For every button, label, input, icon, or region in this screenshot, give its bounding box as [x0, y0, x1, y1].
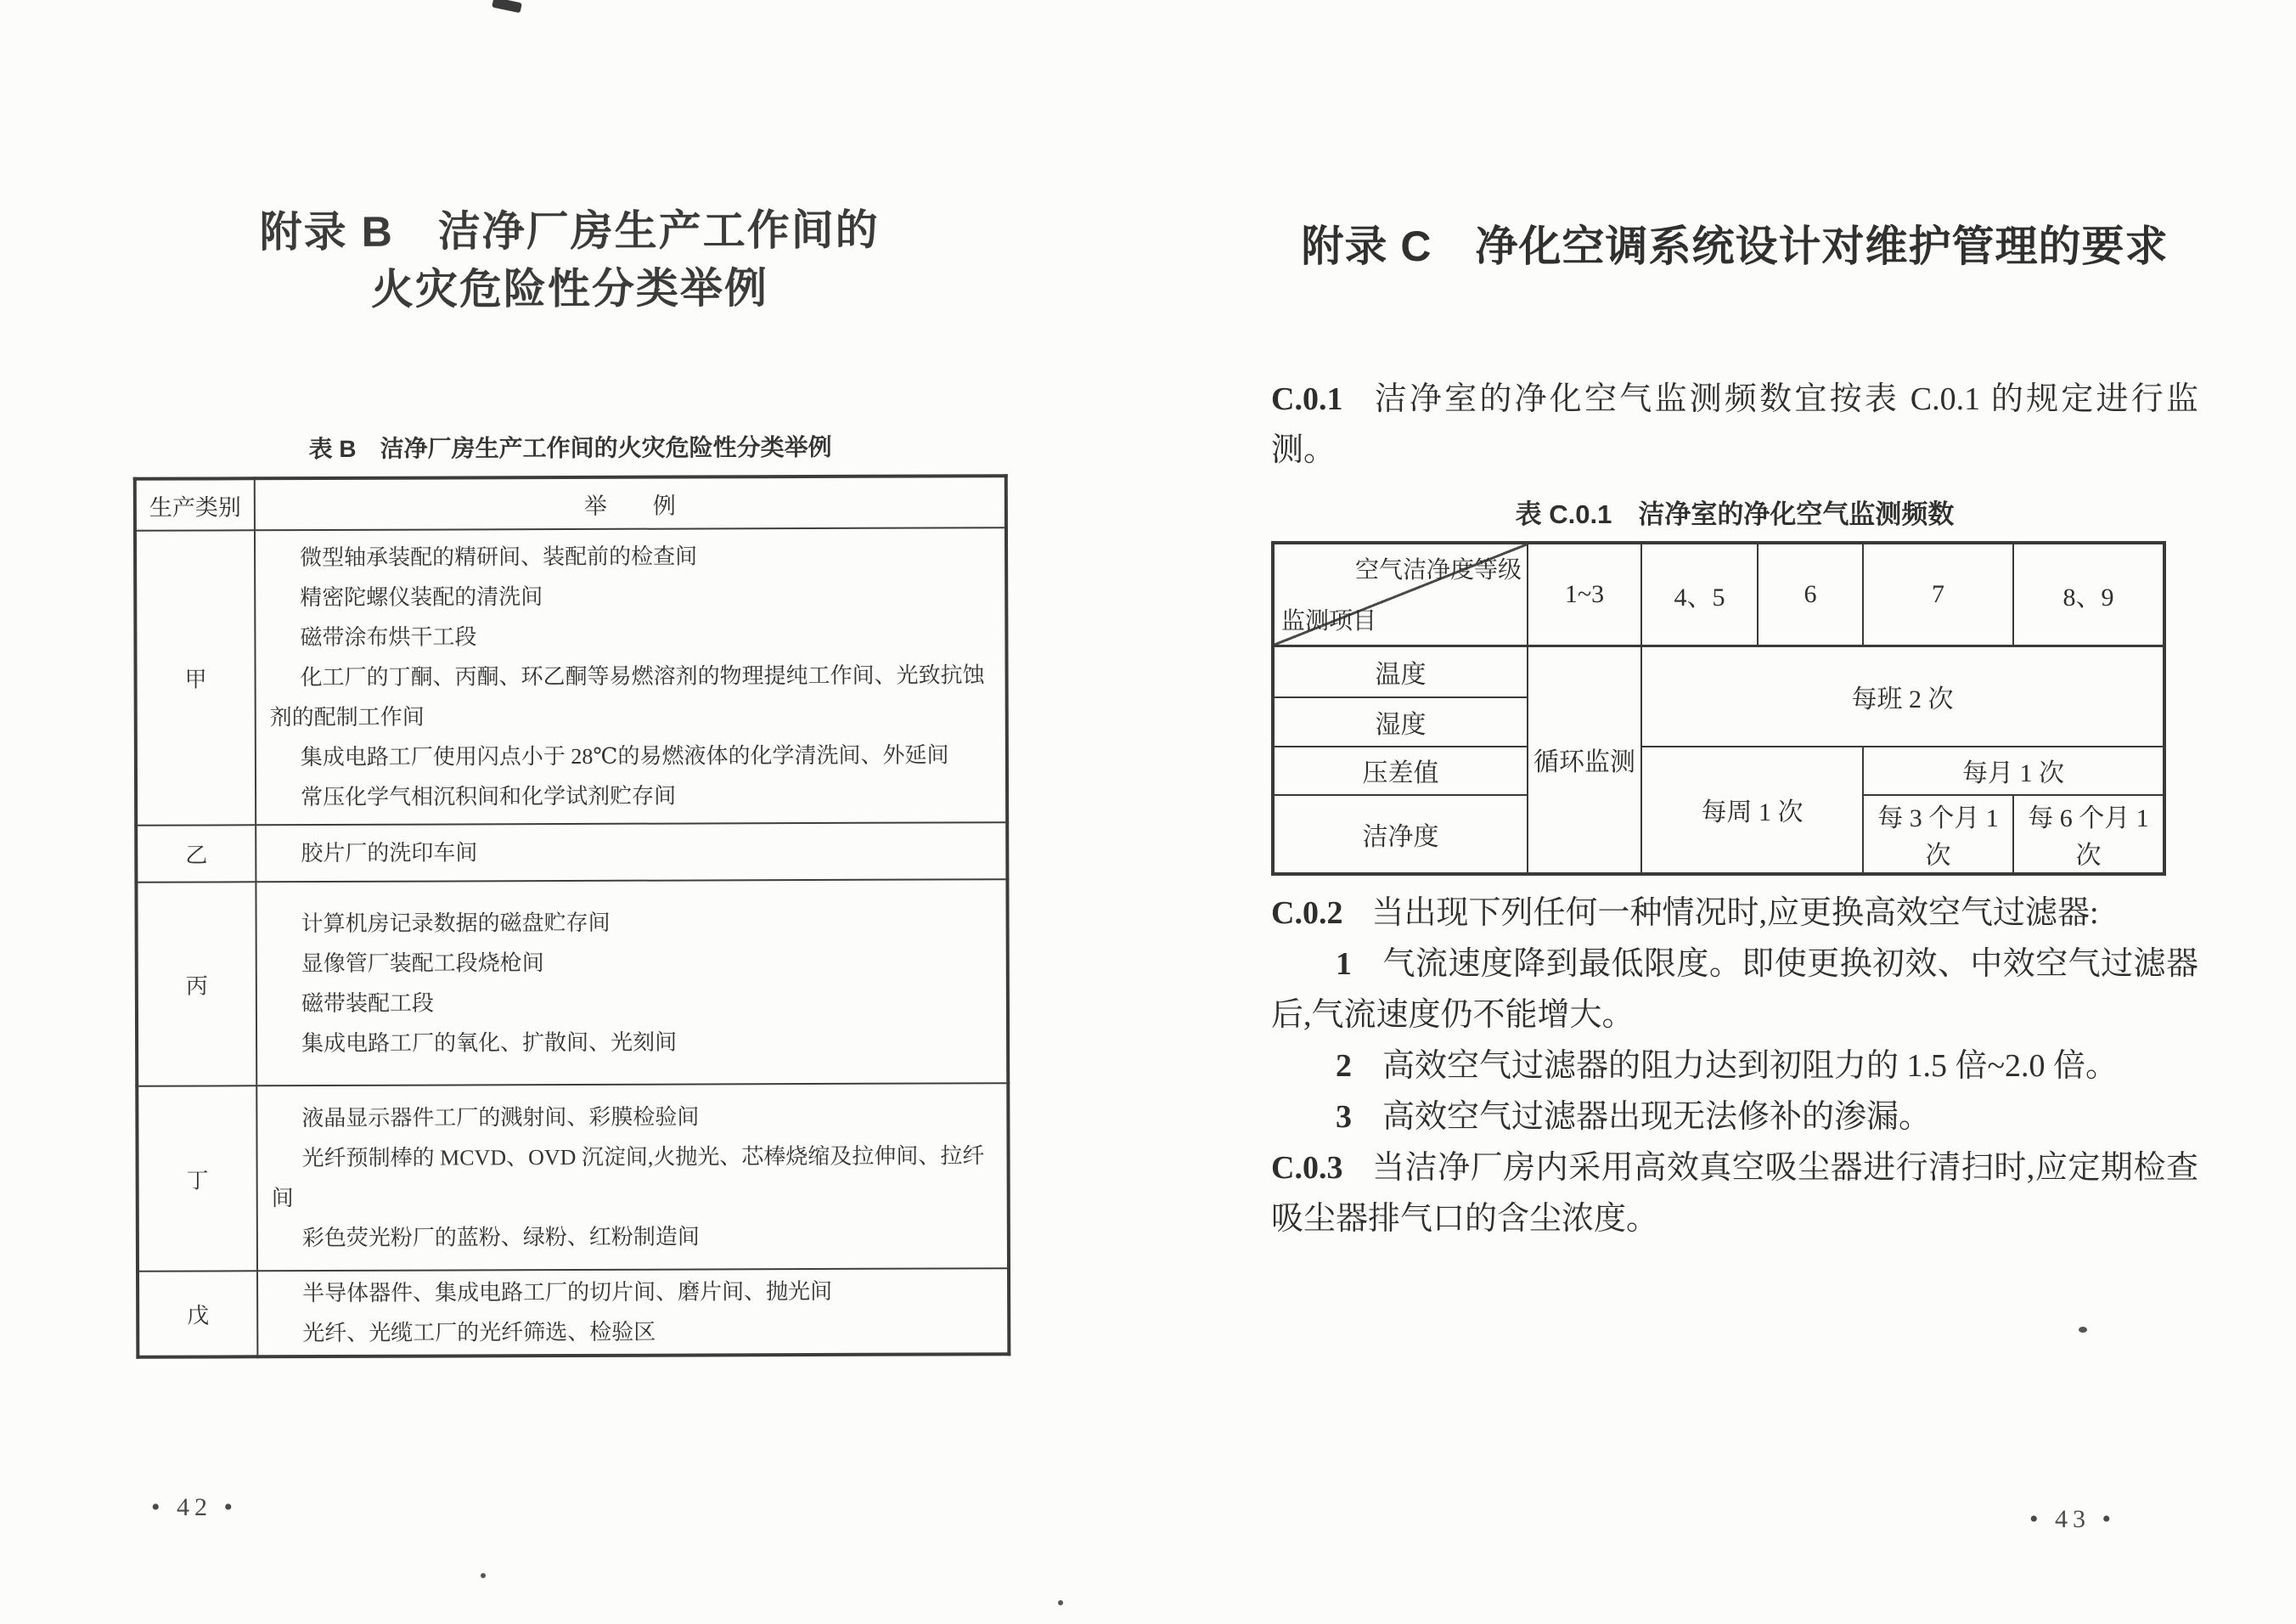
example-line: 常压化学气相沉积间和化学试剂贮存间: [301, 783, 677, 810]
cell-once-per-month: 每月 1 次: [1863, 747, 2164, 795]
row-header-cleanliness: 洁净度: [1273, 795, 1528, 874]
table-c01: [1271, 541, 2166, 876]
scan-speck: [481, 1573, 486, 1578]
example-line: 计算机房记录数据的磁盘贮存间: [301, 910, 611, 937]
example-line: 彩色荧光粉厂的蓝粉、绿粉、红粉制造间: [301, 1224, 700, 1251]
category-cell: 戊: [138, 1271, 257, 1356]
examples-cell: [257, 1268, 1009, 1356]
examples-cell: [256, 1083, 1009, 1271]
corner-label-cleanliness-grade: 空气洁净度等级: [1354, 557, 1522, 584]
examples-cell: [256, 822, 1007, 882]
category-cell: 丁: [137, 1085, 257, 1271]
clause-number: C.0.2: [1271, 894, 1343, 931]
example-line: 集成电路工厂的氧化、扩散间、光刻间: [301, 1029, 678, 1057]
table-row-yi: [136, 822, 1007, 882]
appendix-b-title-line2: 火灾危险性分类举例: [370, 264, 769, 313]
clause-number: C.0.1: [1271, 381, 1343, 417]
clause-c01: [1271, 374, 2198, 476]
page-left: [132, 200, 1011, 1359]
scan-speck: [1058, 1600, 1063, 1605]
appendix-c-title: 附录 C 净化空调系统设计对维护管理的要求: [1301, 223, 2169, 270]
clause-text: 当出现下列任何一种情况时,应更换高效空气过滤器:: [1371, 894, 2099, 931]
appendix-b-title-line1: 附录 B 洁净厂房生产工作间的: [259, 206, 880, 257]
category-cell: 甲: [135, 530, 256, 825]
item-text: 高效空气过滤器的阻力达到初阻力的 1.5 倍~2.0 倍。: [1382, 1047, 2119, 1084]
table-b-header-category: 生产类别: [135, 478, 255, 530]
row-header-pressure-difference: 压差值: [1273, 747, 1528, 795]
example-line: 光纤、光缆工厂的光纤筛选、检验区: [302, 1319, 656, 1346]
table-b-caption: 表 B 洁净厂房生产工作间的火灾危险性分类举例: [308, 433, 832, 463]
table-c01-header-row: [1273, 543, 2164, 646]
table-row-ding: [137, 1083, 1009, 1272]
clause-c02-item-3: [1271, 1091, 2198, 1142]
cell-continuous-monitoring: 循环监测: [1528, 646, 1641, 874]
clause-c02-item-2: [1271, 1040, 2198, 1091]
row-header-temperature: 温度: [1273, 646, 1528, 697]
table-b: [133, 474, 1011, 1359]
table-row-jia: [135, 527, 1007, 826]
table-b-header-examples: 举 例: [255, 476, 1006, 530]
diagonal-header-cell: [1273, 543, 1528, 646]
item-text: 气流速度降到最低限度。即使更换初效、中效空气过滤器后,气流速度仍不能增大。: [1271, 945, 2198, 1033]
example-line: 集成电路工厂使用闪点小于 28℃的易燃液体的化学清洗间、外延间: [300, 742, 949, 770]
scan-speck: [2079, 1327, 2087, 1333]
page-number-43: • 43 •: [2029, 1505, 2117, 1533]
appendix-b-title: [132, 200, 1007, 319]
cell-twice-per-shift: 每班 2 次: [1641, 646, 2164, 747]
clause-c03: [1271, 1142, 2198, 1244]
grade-column-7: 7: [1863, 543, 2013, 646]
example-line: 液晶显示器件工厂的溅射间、彩膜检验间: [301, 1104, 700, 1131]
table-b-header-row: [135, 476, 1006, 531]
grade-column-6: 6: [1758, 543, 1863, 646]
example-line: 精密陀螺仪装配的清洗间: [300, 584, 543, 611]
cell-once-per-week: 每周 1 次: [1641, 747, 1863, 874]
corner-label-monitoring-item: 监测项目: [1281, 608, 1377, 634]
scan-smudge: [492, 0, 522, 13]
table-c01-caption: 表 C.0.1 洁净室的净化空气监测频数: [1515, 499, 1955, 529]
grade-column-1-3: 1~3: [1528, 543, 1641, 646]
category-cell: 丙: [136, 882, 256, 1085]
clause-text: 洁净室的净化空气监测频数宜按表 C.0.1 的规定进行监测。: [1271, 381, 2198, 468]
examples-cell: [256, 879, 1008, 1085]
example-line: 化工厂的丁酮、丙酮、环乙酮等易燃溶剂的物理提纯工作间、光致抗蚀剂的配制工作间: [269, 663, 985, 730]
grade-column-8-9: 8、9: [2013, 543, 2164, 646]
grade-column-4-5: 4、5: [1641, 543, 1758, 646]
item-number: 2: [1336, 1047, 1352, 1084]
page-number-42: • 42 •: [151, 1493, 239, 1521]
example-line: 半导体器件、集成电路工厂的切片间、磨片间、抛光间: [302, 1278, 833, 1306]
example-line: 磁带涂布烘干工段: [300, 624, 477, 651]
item-number: 3: [1336, 1098, 1352, 1135]
row-pressure-difference: [1273, 747, 2164, 795]
clause-c02-item-1: [1271, 939, 2198, 1040]
clause-c02: [1271, 888, 2198, 939]
clause-text: 当洁净厂房内采用高效真空吸尘器进行清扫时,应定期检查吸尘器排气口的含尘浓度。: [1271, 1149, 2198, 1237]
table-row-bing: [136, 879, 1008, 1086]
example-line: 光纤预制棒的 MCVD、OVD 沉淀间,火抛光、芯棒烧缩及拉伸间、拉纤间: [271, 1143, 985, 1211]
item-number: 1: [1336, 945, 1352, 982]
example-line: 微型轴承装配的精研间、装配前的检查间: [300, 544, 698, 571]
examples-cell: [255, 527, 1007, 825]
example-line: 胶片厂的洗印车间: [301, 840, 478, 866]
example-line: 显像管厂装配工段烧枪间: [301, 950, 544, 977]
category-cell: 乙: [136, 825, 256, 882]
cell-once-per-3-months: 每 3 个月 1 次: [1863, 795, 2013, 874]
page-right: [1271, 219, 2198, 1244]
clause-number: C.0.3: [1271, 1149, 1343, 1186]
row-temperature: [1273, 646, 2164, 697]
table-row-wu: [138, 1268, 1009, 1357]
row-header-humidity: 湿度: [1273, 697, 1528, 747]
item-text: 高效空气过滤器出现无法修补的渗漏。: [1382, 1098, 1932, 1135]
cell-once-per-6-months: 每 6 个月 1 次: [2013, 795, 2164, 874]
example-line: 磁带装配工段: [301, 990, 434, 1017]
